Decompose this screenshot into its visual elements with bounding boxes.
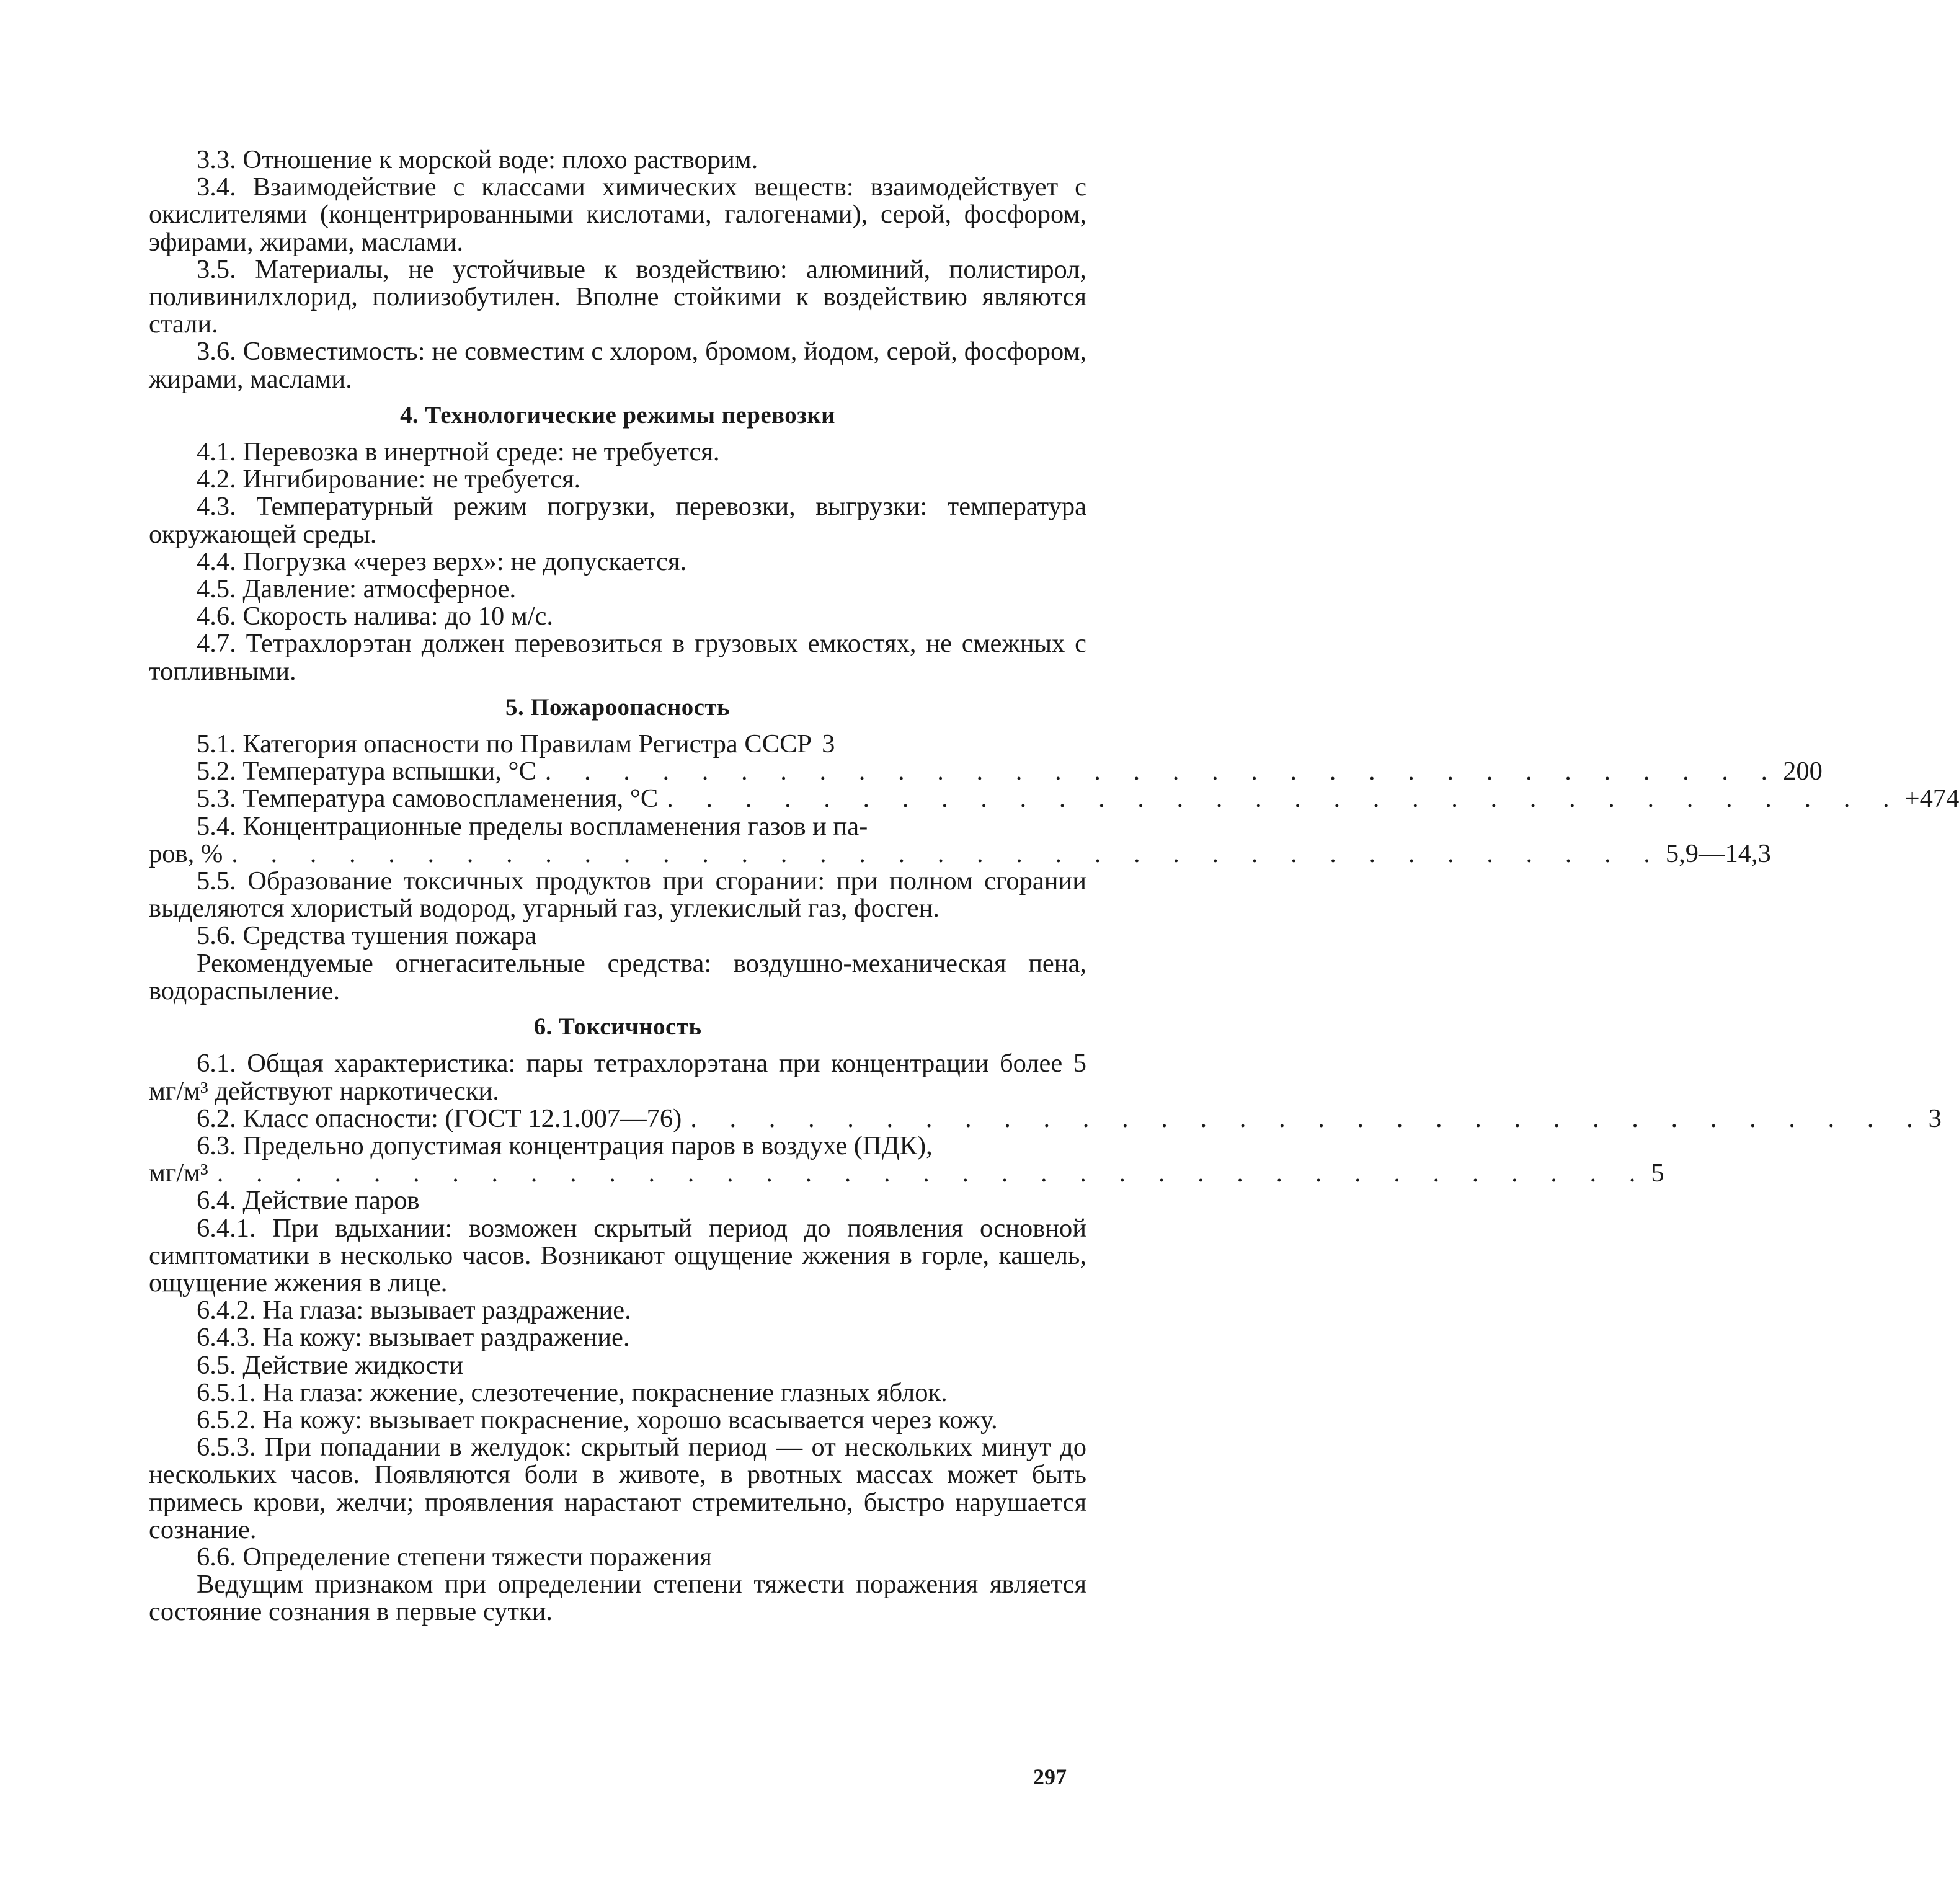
item-6-3-value: 5 bbox=[1651, 1159, 1664, 1188]
paragraph-3-4: 3.4. Взаимодействие с классами химических веществ: взаимодействует с окислителями (концентрированными кислотами, галогенами), серой, фосфором, эфирами, жирами, маслами. bbox=[149, 172, 1086, 257]
paragraph-4-5: 4.5. Давление: атмосферное. bbox=[197, 574, 517, 604]
paragraph-6-4-2: 6.4.2. На глаза: вызывает раздражение. bbox=[197, 1296, 631, 1325]
item-6-3 bbox=[149, 1159, 1664, 1188]
paragraph-6-4-3: 6.4.3. На кожу: вызывает раздражение. bbox=[197, 1323, 630, 1353]
paragraph-4-6: 4.6. Скорость налива: до 10 м/с. bbox=[197, 602, 554, 631]
item-5-1-value: 3 bbox=[822, 729, 835, 759]
item-6-2-label: 6.2. Класс опасности: (ГОСТ 12.1.007—76) bbox=[197, 1103, 682, 1133]
item-5-2-value: 200 bbox=[1783, 757, 1823, 786]
paragraph-6-5-3: 6.5.3. При попадании в желудок: скрытый период — от нескольких минут до нескольких часов. Появляются боли в животе, в рвотных массах может быть примесь крови, желчи; проявления нарастают стремительно, быстро нарушается сознание. bbox=[149, 1433, 1086, 1544]
paragraph-3-3: 3.3. Отношение к морской воде: плохо растворим. bbox=[197, 145, 758, 174]
page-number: 297 bbox=[1033, 1764, 1067, 1789]
item-5-1-label: 5.1. Категория опасности по Правилам Регистра СССР bbox=[197, 729, 812, 759]
paragraph-6-4-1: 6.4.1. При вдыхании: возможен скрытый период до появления основной симптоматики в несколько часов. Возникают ощущение жжения в горле, кашель, ощущение жжения в лице. bbox=[149, 1213, 1086, 1297]
paragraph-6-6-text: Ведущим признаком при определении степени тяжести поражения является состояние сознания в первые сутки. bbox=[149, 1570, 1086, 1627]
item-5-2 bbox=[149, 757, 1823, 786]
dot-leader: . . . . . . . . . . . . . . . . . . . . . . . . . . . . . . . . bbox=[667, 784, 1903, 814]
paragraph-6-5-2: 6.5.2. На кожу: вызывает покраснение, хорошо всасывается через кожу. bbox=[197, 1405, 998, 1435]
document-page bbox=[149, 145, 1959, 1627]
paragraph-5-5: 5.5. Образование токсичных продуктов при сгорании: при полном сгорании выделяются хлористый водород, угарный газ, углекислый газ, фосген. bbox=[149, 866, 1086, 923]
paragraph-3-5: 3.5. Материалы, не устойчивые к воздействию: алюминий, полистирол, поливинилхлорид, полиизобутилен. Вполне стойкими к воздействию являются стали. bbox=[149, 254, 1086, 339]
item-5-4-line1: 5.4. Концентрационные пределы воспламенения газов и па- bbox=[197, 811, 868, 841]
paragraph-6-6: 6.6. Определение степени тяжести поражения bbox=[197, 1542, 712, 1572]
item-6-3-label: мг/м³ bbox=[149, 1159, 208, 1188]
paragraph-3-6: 3.6. Совместимость: не совместим с хлором, бромом, йодом, серой, фосфором, жирами, маслами. bbox=[149, 337, 1086, 394]
item-5-4-label: ров, % bbox=[149, 839, 223, 868]
paragraph-4-4: 4.4. Погрузка «через верх»: не допускается. bbox=[197, 546, 687, 576]
item-5-2-label: 5.2. Температура вспышки, °С bbox=[197, 757, 536, 786]
dot-leader: . . . . . . . . . . . . . . . . . . . . . . . . . . . . . . . . . . . . . bbox=[216, 1159, 1649, 1188]
item-5-3-value: +474 bbox=[1904, 784, 1959, 814]
dot-leader: . . . . . . . . . . . . . . . . . . . . . . . . . . . . . . . . bbox=[544, 757, 1781, 786]
section-heading-6: 6. Токсичность bbox=[533, 1013, 702, 1041]
paragraph-4-2: 4.2. Ингибирование: не требуется. bbox=[197, 465, 581, 494]
item-5-3-label: 5.3. Температура самовоспламенения, °С bbox=[197, 784, 659, 814]
paragraph-4-3: 4.3. Температурный режим погрузки, перевозки, выгрузки: температура окружающей среды. bbox=[149, 492, 1086, 549]
paragraph-4-1: 4.1. Перевозка в инертной среде: не требуется. bbox=[197, 437, 720, 467]
dot-leader: . . . . . . . . . . . . . . . . . . . . . . . . . . . . . . . . . . . . . bbox=[231, 839, 1663, 868]
item-6-2 bbox=[149, 1103, 1942, 1133]
item-5-4-value: 5,9—14,3 bbox=[1665, 839, 1771, 868]
item-5-3 bbox=[149, 784, 1959, 814]
paragraph-6-5-1: 6.5.1. На глаза: жжение, слезотечение, покраснение глазных яблок. bbox=[197, 1377, 948, 1407]
paragraph-6-5: 6.5. Действие жидкости bbox=[197, 1350, 463, 1380]
item-5-4 bbox=[149, 839, 1771, 868]
paragraph-6-4: 6.4. Действие паров bbox=[197, 1186, 420, 1216]
paragraph-6-1: 6.1. Общая характеристика: пары тетрахлорэтана при концентрации более 5 мг/м³ действуют наркотически. bbox=[149, 1049, 1086, 1106]
section-heading-4: 4. Технологические режимы перевозки bbox=[400, 401, 835, 429]
item-5-1 bbox=[149, 731, 1086, 758]
dot-leader: . . . . . . . . . . . . . . . . . . . . . . . . . . . . . . . . bbox=[690, 1103, 1926, 1133]
section-heading-5: 5. Пожароопасность bbox=[505, 693, 730, 721]
paragraph-5-6: 5.6. Средства тушения пожара bbox=[197, 921, 537, 951]
item-6-3-line1: 6.3. Предельно допустимая концентрация паров в воздухе (ПДК), bbox=[197, 1131, 933, 1160]
paragraph-5-6-text: Рекомендуемые огнегасительные средства: воздушно-механическая пена, водораспыление. bbox=[149, 948, 1086, 1005]
item-6-2-value: 3 bbox=[1928, 1103, 1942, 1133]
paragraph-4-7: 4.7. Тетрахлорэтан должен перевозиться в грузовых емкостях, не смежных с топливными. bbox=[149, 629, 1086, 686]
